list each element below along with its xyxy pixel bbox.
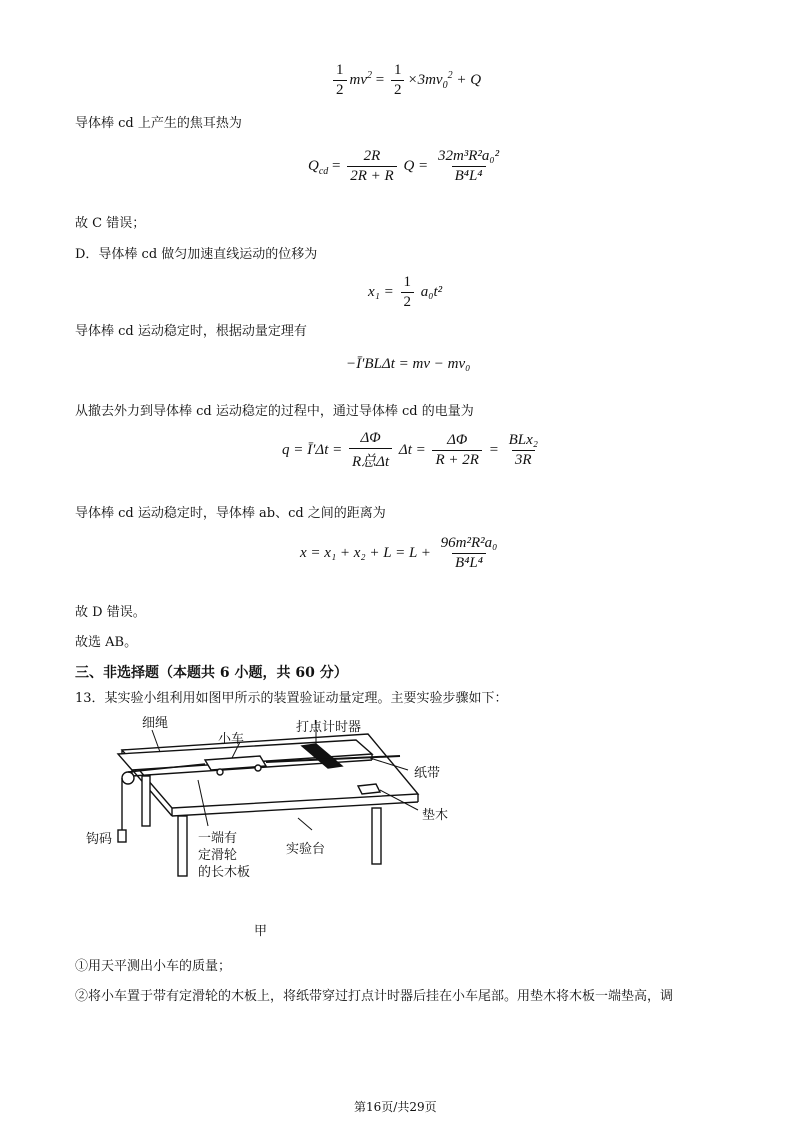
experiment-figure	[80, 712, 480, 942]
paragraph-charge: 从撤去外力到导体棒 cd 运动稳定的过程中，通过导体棒 cd 的电量为	[75, 404, 474, 419]
label-tape: 纸带	[414, 766, 441, 781]
label-block: 垫木	[422, 808, 449, 823]
paragraph-d-intro: D．导体棒 cd 做匀加速直线运动的位移为	[75, 247, 318, 262]
paragraph-momentum: 导体棒 cd 运动稳定时，根据动量定理有	[75, 324, 307, 339]
label-weight: 钩码	[86, 832, 113, 847]
table-leg	[372, 808, 381, 864]
step-1: ①用天平测出小车的质量；	[75, 959, 232, 974]
support-block	[358, 784, 380, 794]
step-2: ②将小车置于带有定滑轮的木板上，将纸带穿过打点计时器后挂在小车尾部。用垫木将木板一端垫高，调	[75, 989, 674, 1004]
equation-momentum: −Ī′BLΔt = mv − mv₀	[346, 356, 471, 372]
paragraph-answer: 故选 AB。	[75, 635, 138, 650]
paragraph-d-wrong: 故 D 错误。	[75, 605, 146, 620]
section-heading: 三、非选择题（本题共 6 小题，共 60 分）	[75, 665, 348, 681]
paragraph-distance: 导体棒 cd 运动稳定时，导体棒 ab、cd 之间的距离为	[75, 506, 386, 521]
paragraph-c-wrong: 故 C 错误；	[75, 216, 146, 231]
pulley-icon	[122, 772, 134, 784]
label-table: 实验台	[286, 842, 326, 857]
label-board: 一端有 定滑轮 的长木板	[198, 831, 251, 880]
label-timer: 打点计时器	[296, 720, 362, 735]
label-cart: 小车	[218, 732, 245, 747]
page-footer: 第16页/共29页	[354, 1100, 437, 1114]
equation-energy: $\frac{1}{2}$ $mv^2$ = $\frac{1}{2}$ $\times 3mv_0^2 + Q$	[330, 62, 481, 99]
hook-weight-icon	[118, 830, 126, 842]
table-leg	[178, 816, 187, 876]
equation-charge: q = Ī′Δt = $\frac{\Delta\Phi}{\text{R总Δt}}$ Δt = $\frac{\Delta\Phi}{R + 2R}$ = $\frac{\text{BLx₂}}{3R}$	[282, 430, 538, 470]
equation-distance: x = x₁ + x₂ + L = L + $\frac{\text{96m²R²a₀}}{\text{B⁴L⁴}}$	[300, 535, 498, 571]
paragraph-joule: 导体棒 cd 上产生的焦耳热为	[75, 116, 242, 131]
equation-displacement: x₁ = $\frac{1}{2}$ a₀t²	[368, 274, 443, 310]
apparatus-diagram	[80, 712, 480, 942]
table-leg	[142, 776, 150, 826]
figure-caption: 甲	[254, 924, 268, 939]
question-13-text: 13．某实验小组利用如图甲所示的装置验证动量定理。主要实验步骤如下：	[75, 691, 508, 706]
equation-joule-heat: $Q_{cd}$ = $\frac{2R}{2R + R}$ Q = $\frac{\text{32m³R²a₀²}}{\text{B⁴L⁴}}$	[308, 148, 500, 184]
label-rope: 细绳	[142, 716, 169, 731]
